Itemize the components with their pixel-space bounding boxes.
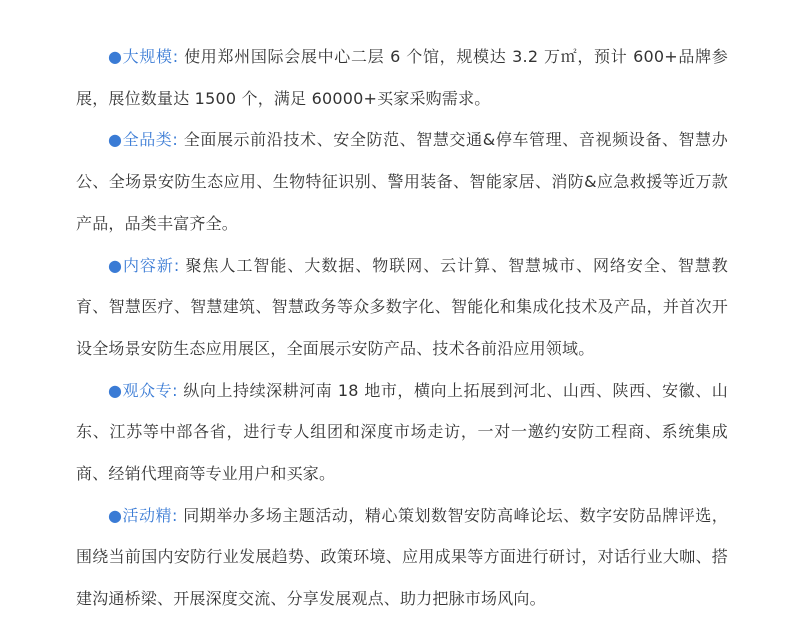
paragraph-activities — [76, 495, 728, 620]
paragraph-scale — [76, 36, 728, 119]
paragraph-text: 聚焦人工智能、大数据、物联网、云计算、智慧城市、网络安全、智慧教育、智慧医疗、智慧建筑、智慧政务等众多数字化、智能化和集成化技术及产品，并首次开设全场景安防生态应用展区，全面展示安防产品、技术各前沿应用领域。 — [76, 255, 728, 358]
label-colon: : — [172, 47, 179, 66]
label-colon: : — [172, 130, 179, 150]
document-body — [76, 36, 728, 620]
paragraph-lead — [108, 381, 178, 400]
paragraph-text: 纵向上持续深耕河南 18 地市，横向上拓展到河北、山西、陕西、安徽、山东、江苏等中部各省，进行专人组团和深度市场走访，一对一邀约安防工程商、系统集成商、经销代理商等专业用户和买家。 — [76, 380, 728, 484]
paragraph-lead — [108, 506, 178, 525]
paragraph-label: 内容新 — [122, 255, 174, 275]
paragraph-label: 大规模 — [122, 47, 173, 66]
label-colon: : — [173, 255, 180, 275]
bullet-icon: ● — [108, 380, 123, 400]
paragraph-content — [76, 245, 728, 370]
paragraph-text: 同期举办多场主题活动，精心策划数智安防高峰论坛、数字安防品牌评选，围绕当前国内安防行业发展趋势、政策环境、应用成果等方面进行研讨，对话行业大咖、搭建沟通桥梁、开展深度交流、分享发展观点、助力把脉市场风向。 — [76, 505, 728, 609]
paragraph-lead — [108, 47, 178, 66]
bullet-icon: ● — [108, 47, 123, 66]
paragraph-label: 全品类 — [122, 130, 173, 150]
paragraph-lead — [108, 130, 178, 149]
paragraph-text: 使用郑州国际会展中心二层 6 个馆，规模达 3.2 万㎡，预计 600+品牌参展，展位数量达 1500 个，满足 60000+买家采购需求。 — [76, 47, 728, 108]
paragraph-lead — [108, 256, 179, 275]
bullet-icon: ● — [108, 255, 123, 275]
paragraph-label: 观众专 — [122, 380, 173, 400]
label-colon: : — [172, 505, 178, 525]
paragraph-label: 活动精 — [122, 505, 173, 525]
paragraph-categories — [76, 119, 728, 244]
paragraph-audience — [76, 370, 728, 495]
label-colon: : — [172, 380, 178, 400]
paragraph-text: 全面展示前沿技术、安全防范、智慧交通&停车管理、音视频设备、智慧办公、全场景安防生态应用、生物特征识别、警用装备、智能家居、消防&应急救援等近万款产品，品类丰富齐全。 — [76, 130, 728, 233]
bullet-icon: ● — [108, 130, 123, 150]
bullet-icon: ● — [108, 505, 123, 525]
